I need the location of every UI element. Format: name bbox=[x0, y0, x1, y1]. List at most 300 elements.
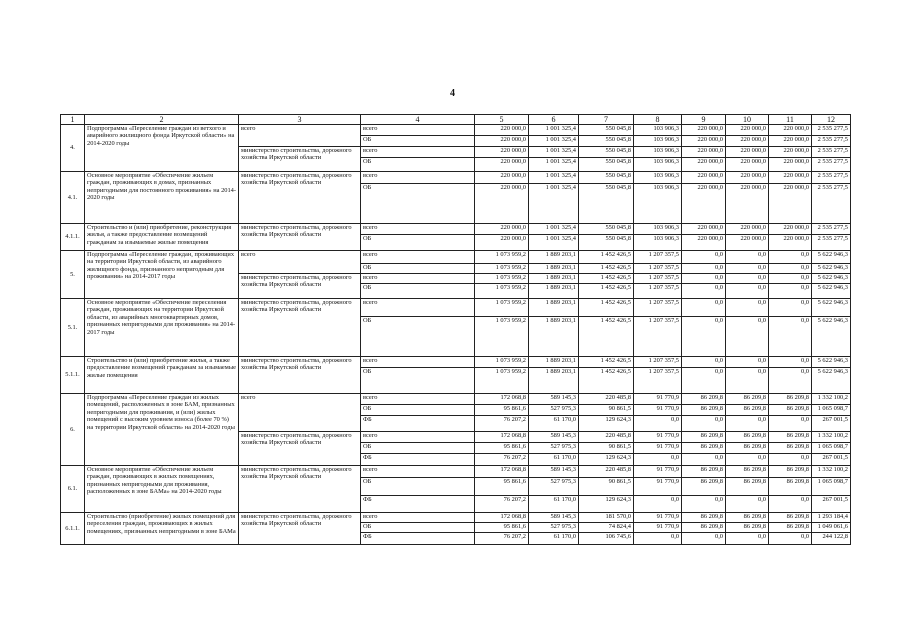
amount-cell: 220 000,0 bbox=[726, 147, 769, 158]
amount-cell: 0,0 bbox=[726, 317, 769, 357]
amount-cell: 91 770,9 bbox=[634, 432, 682, 443]
program-name: Основное мероприятие «Обеспечение жильем граждан, проживающих в домах, признанных непригодными для постоянного проживания» на 2014-2020 годы bbox=[85, 172, 239, 224]
table-row bbox=[61, 513, 851, 523]
amount-cell: 220 000,0 bbox=[769, 136, 812, 147]
row-number: 5.1. bbox=[61, 299, 85, 357]
amount-cell: 103 906,3 bbox=[634, 172, 682, 184]
amount-cell: 5 622 946,3 bbox=[812, 251, 851, 264]
amount-cell: 0,0 bbox=[726, 284, 769, 299]
amount-cell: 1 065 098,7 bbox=[812, 405, 851, 416]
amount-cell: 527 975,3 bbox=[529, 523, 579, 533]
amount-cell: 5 622 946,3 bbox=[812, 299, 851, 317]
amount-cell: 86 209,8 bbox=[769, 394, 812, 405]
funding-source: ОБ bbox=[361, 478, 475, 496]
amount-cell: 103 906,3 bbox=[634, 125, 682, 136]
column-header: 12 bbox=[812, 115, 851, 125]
amount-cell: 5 622 946,3 bbox=[812, 368, 851, 394]
amount-cell: 1 452 426,5 bbox=[579, 368, 634, 394]
amount-cell: 61 170,0 bbox=[529, 416, 579, 432]
amount-cell: 220 000,0 bbox=[475, 235, 529, 251]
amount-cell: 86 209,8 bbox=[769, 513, 812, 523]
budget-table bbox=[60, 114, 851, 545]
amount-cell: 1 889 203,1 bbox=[529, 368, 579, 394]
amount-cell: 86 209,8 bbox=[726, 466, 769, 478]
amount-cell: 527 975,3 bbox=[529, 478, 579, 496]
amount-cell: 1 332 100,2 bbox=[812, 394, 851, 405]
column-header: 7 bbox=[579, 115, 634, 125]
amount-cell: 589 145,3 bbox=[529, 394, 579, 405]
amount-cell: 172 068,8 bbox=[475, 466, 529, 478]
funding-source: ФБ bbox=[361, 533, 475, 545]
amount-cell: 95 861,6 bbox=[475, 405, 529, 416]
table-row bbox=[61, 394, 851, 405]
program-name: Строительство (приобретение) жилых помещений для переселения граждан, проживающих в жилых помещениях, признанных непригодными в зоне БАМа bbox=[85, 513, 239, 545]
amount-cell: 1 073 959,2 bbox=[475, 251, 529, 264]
funding-source: всего bbox=[361, 147, 475, 158]
amount-cell: 267 001,5 bbox=[812, 416, 851, 432]
amount-cell: 2 535 277,5 bbox=[812, 136, 851, 147]
amount-cell: 86 209,8 bbox=[726, 513, 769, 523]
row-number: 5.1.1. bbox=[61, 357, 85, 394]
amount-cell: 0,0 bbox=[682, 496, 726, 513]
amount-cell: 527 975,3 bbox=[529, 405, 579, 416]
amount-cell: 1 332 100,2 bbox=[812, 466, 851, 478]
amount-cell: 1 332 100,2 bbox=[812, 432, 851, 443]
funding-source: ФБ bbox=[361, 416, 475, 432]
row-number: 4. bbox=[61, 125, 85, 172]
amount-cell: 1 207 357,5 bbox=[634, 357, 682, 368]
table-row bbox=[61, 466, 851, 478]
amount-cell: 91 770,9 bbox=[634, 466, 682, 478]
amount-cell: 1 073 959,2 bbox=[475, 357, 529, 368]
amount-cell: 550 045,8 bbox=[579, 172, 634, 184]
header-row bbox=[61, 115, 851, 125]
program-name: Подпрограмма «Переселение граждан из жилых помещений, расположенных в зоне БАМ, признанных непригодными для проживания, и (или) жилых помещений с высоким уровнем износа (более 70 %) на территории Иркутской области» на 2014-2020 годы bbox=[85, 394, 239, 466]
executor-cell: всего bbox=[239, 251, 361, 274]
amount-cell: 0,0 bbox=[726, 357, 769, 368]
amount-cell: 220 485,8 bbox=[579, 432, 634, 443]
amount-cell: 86 209,8 bbox=[682, 405, 726, 416]
amount-cell: 589 145,3 bbox=[529, 432, 579, 443]
amount-cell: 1 452 426,5 bbox=[579, 357, 634, 368]
amount-cell: 1 001 325,4 bbox=[529, 224, 579, 235]
amount-cell: 91 770,9 bbox=[634, 523, 682, 533]
amount-cell: 0,0 bbox=[682, 299, 726, 317]
amount-cell: 90 861,5 bbox=[579, 478, 634, 496]
program-name: Основное мероприятие «Обеспечение переселения граждан, проживающих на территории Иркутской области, из аварийных многоквартирных домов, признанных непригодными для проживания» на 2014-2017 годы bbox=[85, 299, 239, 357]
executor-cell: всего bbox=[239, 125, 361, 147]
amount-cell: 86 209,8 bbox=[682, 394, 726, 405]
amount-cell: 172 068,8 bbox=[475, 394, 529, 405]
amount-cell: 95 861,6 bbox=[475, 478, 529, 496]
amount-cell: 1 889 203,1 bbox=[529, 284, 579, 299]
amount-cell: 1 073 959,2 bbox=[475, 274, 529, 284]
amount-cell: 1 073 959,2 bbox=[475, 264, 529, 274]
amount-cell: 0,0 bbox=[769, 284, 812, 299]
table-row bbox=[61, 357, 851, 368]
amount-cell: 220 000,0 bbox=[475, 158, 529, 172]
amount-cell: 220 000,0 bbox=[682, 158, 726, 172]
amount-cell: 129 624,3 bbox=[579, 496, 634, 513]
program-name: Подпрограмма «Переселение граждан, проживающих на территории Иркутской области, из аварийного жилищного фонда, признанного непригодным для проживания» на 2014-2017 годы bbox=[85, 251, 239, 299]
table-row bbox=[61, 125, 851, 136]
amount-cell: 61 170,0 bbox=[529, 533, 579, 545]
funding-source: всего bbox=[361, 394, 475, 405]
funding-source: всего bbox=[361, 513, 475, 523]
column-header: 6 bbox=[529, 115, 579, 125]
amount-cell: 1 207 357,5 bbox=[634, 299, 682, 317]
column-header: 3 bbox=[239, 115, 361, 125]
amount-cell: 1 073 959,2 bbox=[475, 317, 529, 357]
funding-source: всего bbox=[361, 357, 475, 368]
amount-cell: 244 122,8 bbox=[812, 533, 851, 545]
amount-cell: 589 145,3 bbox=[529, 466, 579, 478]
amount-cell: 86 209,8 bbox=[769, 432, 812, 443]
amount-cell: 91 770,9 bbox=[634, 394, 682, 405]
amount-cell: 2 535 277,5 bbox=[812, 235, 851, 251]
amount-cell: 550 045,8 bbox=[579, 125, 634, 136]
amount-cell: 220 000,0 bbox=[769, 147, 812, 158]
amount-cell: 0,0 bbox=[634, 416, 682, 432]
amount-cell: 550 045,8 bbox=[579, 147, 634, 158]
funding-source: ОБ bbox=[361, 264, 475, 274]
amount-cell: 86 209,8 bbox=[769, 523, 812, 533]
executor-cell: министерство строительства, дорожного хозяйства Иркутской области bbox=[239, 513, 361, 545]
funding-source: ОБ bbox=[361, 284, 475, 299]
amount-cell: 0,0 bbox=[682, 317, 726, 357]
amount-cell: 86 209,8 bbox=[726, 394, 769, 405]
amount-cell: 76 207,2 bbox=[475, 533, 529, 545]
table-row bbox=[61, 224, 851, 235]
amount-cell: 1 889 203,1 bbox=[529, 357, 579, 368]
amount-cell: 91 770,9 bbox=[634, 478, 682, 496]
program-name: Строительство и (или) приобретение, реконструкция жилья, а также предоставление возмещений гражданам за изымаемые жилые помещения bbox=[85, 224, 239, 251]
funding-source: ОБ bbox=[361, 184, 475, 224]
executor-cell: всего bbox=[239, 394, 361, 432]
amount-cell: 86 209,8 bbox=[726, 478, 769, 496]
amount-cell: 0,0 bbox=[769, 274, 812, 284]
amount-cell: 220 000,0 bbox=[682, 224, 726, 235]
amount-cell: 1 073 959,2 bbox=[475, 368, 529, 394]
amount-cell: 86 209,8 bbox=[769, 405, 812, 416]
row-number: 5. bbox=[61, 251, 85, 299]
table-body bbox=[61, 125, 851, 545]
amount-cell: 1 001 325,4 bbox=[529, 125, 579, 136]
amount-cell: 91 770,9 bbox=[634, 443, 682, 454]
amount-cell: 86 209,8 bbox=[682, 443, 726, 454]
amount-cell: 1 889 203,1 bbox=[529, 251, 579, 264]
amount-cell: 86 209,8 bbox=[769, 466, 812, 478]
amount-cell: 220 000,0 bbox=[769, 125, 812, 136]
amount-cell: 86 209,8 bbox=[682, 478, 726, 496]
amount-cell: 2 535 277,5 bbox=[812, 158, 851, 172]
funding-source: ОБ bbox=[361, 317, 475, 357]
amount-cell: 1 073 959,2 bbox=[475, 299, 529, 317]
funding-source: всего bbox=[361, 172, 475, 184]
row-number: 6. bbox=[61, 394, 85, 466]
program-name: Подпрограмма «Переселение граждан из ветхого и аварийного жилищного фонда Иркутской области» на 2014-2020 годы bbox=[85, 125, 239, 172]
amount-cell: 220 000,0 bbox=[769, 235, 812, 251]
funding-source: ОБ bbox=[361, 405, 475, 416]
amount-cell: 86 209,8 bbox=[769, 478, 812, 496]
amount-cell: 1 207 357,5 bbox=[634, 264, 682, 274]
amount-cell: 550 045,8 bbox=[579, 224, 634, 235]
amount-cell: 220 000,0 bbox=[726, 224, 769, 235]
amount-cell: 1 207 357,5 bbox=[634, 284, 682, 299]
column-header: 4 bbox=[361, 115, 475, 125]
row-number: 6.1. bbox=[61, 466, 85, 513]
amount-cell: 550 045,8 bbox=[579, 184, 634, 224]
amount-cell: 550 045,8 bbox=[579, 158, 634, 172]
funding-source: всего bbox=[361, 274, 475, 284]
amount-cell: 267 001,5 bbox=[812, 496, 851, 513]
amount-cell: 95 861,6 bbox=[475, 443, 529, 454]
table-row bbox=[61, 172, 851, 184]
amount-cell: 0,0 bbox=[682, 454, 726, 466]
amount-cell: 0,0 bbox=[769, 317, 812, 357]
amount-cell: 0,0 bbox=[726, 299, 769, 317]
page-number: 4 bbox=[450, 88, 455, 99]
amount-cell: 5 622 946,3 bbox=[812, 284, 851, 299]
amount-cell: 86 209,8 bbox=[726, 432, 769, 443]
amount-cell: 220 000,0 bbox=[769, 158, 812, 172]
amount-cell: 220 000,0 bbox=[475, 184, 529, 224]
amount-cell: 0,0 bbox=[726, 416, 769, 432]
amount-cell: 90 861,5 bbox=[579, 405, 634, 416]
amount-cell: 220 000,0 bbox=[682, 147, 726, 158]
table-row bbox=[61, 251, 851, 264]
executor-cell: министерство строительства, дорожного хозяйства Иркутской области bbox=[239, 357, 361, 394]
amount-cell: 1 001 325,4 bbox=[529, 158, 579, 172]
amount-cell: 1 049 061,6 bbox=[812, 523, 851, 533]
table-header bbox=[61, 115, 851, 125]
amount-cell: 1 207 357,5 bbox=[634, 317, 682, 357]
amount-cell: 0,0 bbox=[726, 533, 769, 545]
amount-cell: 1 065 098,7 bbox=[812, 478, 851, 496]
table-row bbox=[61, 299, 851, 317]
executor-cell: министерство строительства, дорожного хозяйства Иркутской области bbox=[239, 172, 361, 224]
amount-cell: 0,0 bbox=[726, 251, 769, 264]
amount-cell: 0,0 bbox=[682, 416, 726, 432]
amount-cell: 1 001 325,4 bbox=[529, 136, 579, 147]
amount-cell: 2 535 277,5 bbox=[812, 147, 851, 158]
amount-cell: 90 861,5 bbox=[579, 443, 634, 454]
amount-cell: 74 824,4 bbox=[579, 523, 634, 533]
amount-cell: 0,0 bbox=[769, 368, 812, 394]
amount-cell: 103 906,3 bbox=[634, 184, 682, 224]
amount-cell: 0,0 bbox=[726, 264, 769, 274]
amount-cell: 220 000,0 bbox=[726, 184, 769, 224]
executor-cell: министерство строительства, дорожного хозяйства Иркутской области bbox=[239, 299, 361, 357]
amount-cell: 1 207 357,5 bbox=[634, 251, 682, 264]
amount-cell: 1 889 203,1 bbox=[529, 299, 579, 317]
funding-source: ФБ bbox=[361, 496, 475, 513]
funding-source: всего bbox=[361, 466, 475, 478]
program-name: Основное мероприятие «Обеспечение жильем граждан, проживающих в жилых помещениях, признанных непригодными для проживания, расположенных в зоне БАМа» на 2014-2020 годы bbox=[85, 466, 239, 513]
amount-cell: 91 770,9 bbox=[634, 513, 682, 523]
amount-cell: 550 045,8 bbox=[579, 235, 634, 251]
amount-cell: 86 209,8 bbox=[682, 523, 726, 533]
amount-cell: 1 889 203,1 bbox=[529, 264, 579, 274]
amount-cell: 86 209,8 bbox=[726, 405, 769, 416]
column-header: 1 bbox=[61, 115, 85, 125]
amount-cell: 86 209,8 bbox=[726, 443, 769, 454]
amount-cell: 86 209,8 bbox=[682, 432, 726, 443]
amount-cell: 0,0 bbox=[682, 368, 726, 394]
amount-cell: 0,0 bbox=[682, 274, 726, 284]
amount-cell: 181 570,0 bbox=[579, 513, 634, 523]
amount-cell: 220 000,0 bbox=[682, 235, 726, 251]
amount-cell: 527 975,3 bbox=[529, 443, 579, 454]
amount-cell: 91 770,9 bbox=[634, 405, 682, 416]
funding-source: всего bbox=[361, 299, 475, 317]
amount-cell: 0,0 bbox=[726, 454, 769, 466]
amount-cell: 0,0 bbox=[726, 368, 769, 394]
amount-cell: 220 000,0 bbox=[726, 125, 769, 136]
amount-cell: 550 045,8 bbox=[579, 136, 634, 147]
amount-cell: 0,0 bbox=[769, 416, 812, 432]
amount-cell: 0,0 bbox=[634, 496, 682, 513]
program-name: Строительство и (или) приобретение жилья, а также предоставление возмещений гражданам за изымаемые жилые помещения bbox=[85, 357, 239, 394]
column-header: 8 bbox=[634, 115, 682, 125]
row-number: 4.1.1. bbox=[61, 224, 85, 251]
amount-cell: 220 000,0 bbox=[475, 224, 529, 235]
amount-cell: 2 535 277,5 bbox=[812, 172, 851, 184]
amount-cell: 1 452 426,5 bbox=[579, 284, 634, 299]
amount-cell: 61 170,0 bbox=[529, 454, 579, 466]
amount-cell: 1 207 357,5 bbox=[634, 274, 682, 284]
funding-source: ОБ bbox=[361, 523, 475, 533]
amount-cell: 0,0 bbox=[769, 454, 812, 466]
amount-cell: 220 000,0 bbox=[726, 235, 769, 251]
amount-cell: 220 000,0 bbox=[769, 224, 812, 235]
amount-cell: 0,0 bbox=[682, 284, 726, 299]
amount-cell: 86 209,8 bbox=[769, 443, 812, 454]
amount-cell: 0,0 bbox=[682, 533, 726, 545]
column-header: 10 bbox=[726, 115, 769, 125]
executor-cell: министерство строительства, дорожного хозяйства Иркутской области bbox=[239, 274, 361, 299]
amount-cell: 76 207,2 bbox=[475, 454, 529, 466]
amount-cell: 1 452 426,5 bbox=[579, 274, 634, 284]
amount-cell: 0,0 bbox=[769, 357, 812, 368]
amount-cell: 86 209,8 bbox=[682, 513, 726, 523]
amount-cell: 0,0 bbox=[682, 264, 726, 274]
executor-cell: министерство строительства, дорожного хозяйства Иркутской области bbox=[239, 466, 361, 513]
amount-cell: 172 068,8 bbox=[475, 432, 529, 443]
funding-source: всего bbox=[361, 224, 475, 235]
funding-source: ОБ bbox=[361, 368, 475, 394]
amount-cell: 220 485,8 bbox=[579, 466, 634, 478]
amount-cell: 1 452 426,5 bbox=[579, 251, 634, 264]
amount-cell: 220 000,0 bbox=[475, 172, 529, 184]
amount-cell: 2 535 277,5 bbox=[812, 224, 851, 235]
funding-source: всего bbox=[361, 125, 475, 136]
executor-cell: министерство строительства, дорожного хозяйства Иркутской области bbox=[239, 147, 361, 172]
amount-cell: 1 889 203,1 bbox=[529, 317, 579, 357]
amount-cell: 1 001 325,4 bbox=[529, 172, 579, 184]
amount-cell: 1 065 098,7 bbox=[812, 443, 851, 454]
amount-cell: 0,0 bbox=[769, 264, 812, 274]
amount-cell: 103 906,3 bbox=[634, 136, 682, 147]
funding-source: ФБ bbox=[361, 454, 475, 466]
amount-cell: 0,0 bbox=[634, 533, 682, 545]
amount-cell: 95 861,6 bbox=[475, 523, 529, 533]
funding-source: ОБ bbox=[361, 136, 475, 147]
amount-cell: 220 000,0 bbox=[475, 136, 529, 147]
amount-cell: 2 535 277,5 bbox=[812, 125, 851, 136]
amount-cell: 103 906,3 bbox=[634, 158, 682, 172]
column-header: 5 bbox=[475, 115, 529, 125]
column-header: 11 bbox=[769, 115, 812, 125]
amount-cell: 76 207,2 bbox=[475, 416, 529, 432]
amount-cell: 129 624,3 bbox=[579, 454, 634, 466]
amount-cell: 220 485,8 bbox=[579, 394, 634, 405]
amount-cell: 0,0 bbox=[726, 274, 769, 284]
amount-cell: 86 209,8 bbox=[726, 523, 769, 533]
amount-cell: 0,0 bbox=[769, 251, 812, 264]
amount-cell: 0,0 bbox=[682, 357, 726, 368]
amount-cell: 1 452 426,5 bbox=[579, 299, 634, 317]
amount-cell: 1 293 184,4 bbox=[812, 513, 851, 523]
amount-cell: 103 906,3 bbox=[634, 224, 682, 235]
executor-cell: министерство строительства, дорожного хозяйства Иркутской области bbox=[239, 432, 361, 466]
funding-source: ОБ bbox=[361, 158, 475, 172]
amount-cell: 5 622 946,3 bbox=[812, 274, 851, 284]
amount-cell: 5 622 946,3 bbox=[812, 357, 851, 368]
amount-cell: 1 001 325,4 bbox=[529, 184, 579, 224]
amount-cell: 220 000,0 bbox=[682, 184, 726, 224]
amount-cell: 0,0 bbox=[682, 251, 726, 264]
amount-cell: 106 745,6 bbox=[579, 533, 634, 545]
amount-cell: 1 001 325,4 bbox=[529, 147, 579, 158]
amount-cell: 172 068,8 bbox=[475, 513, 529, 523]
amount-cell: 0,0 bbox=[634, 454, 682, 466]
amount-cell: 1 452 426,5 bbox=[579, 264, 634, 274]
amount-cell: 61 170,0 bbox=[529, 496, 579, 513]
amount-cell: 0,0 bbox=[726, 496, 769, 513]
amount-cell: 220 000,0 bbox=[726, 136, 769, 147]
amount-cell: 220 000,0 bbox=[726, 158, 769, 172]
amount-cell: 220 000,0 bbox=[769, 172, 812, 184]
amount-cell: 220 000,0 bbox=[475, 125, 529, 136]
amount-cell: 5 622 946,3 bbox=[812, 264, 851, 274]
amount-cell: 220 000,0 bbox=[682, 172, 726, 184]
amount-cell: 1 452 426,5 bbox=[579, 317, 634, 357]
column-header: 9 bbox=[682, 115, 726, 125]
amount-cell: 220 000,0 bbox=[682, 125, 726, 136]
amount-cell: 1 207 357,5 bbox=[634, 368, 682, 394]
amount-cell: 103 906,3 bbox=[634, 235, 682, 251]
amount-cell: 129 624,3 bbox=[579, 416, 634, 432]
row-number: 4.1. bbox=[61, 172, 85, 224]
funding-source: всего bbox=[361, 432, 475, 443]
amount-cell: 0,0 bbox=[769, 533, 812, 545]
funding-source: всего bbox=[361, 251, 475, 264]
amount-cell: 220 000,0 bbox=[769, 184, 812, 224]
executor-cell: министерство строительства, дорожного хозяйства Иркутской области bbox=[239, 224, 361, 251]
funding-source: ОБ bbox=[361, 443, 475, 454]
amount-cell: 76 207,2 bbox=[475, 496, 529, 513]
amount-cell: 1 889 203,1 bbox=[529, 274, 579, 284]
amount-cell: 5 622 946,3 bbox=[812, 317, 851, 357]
amount-cell: 267 001,5 bbox=[812, 454, 851, 466]
amount-cell: 0,0 bbox=[769, 496, 812, 513]
row-number: 6.1.1. bbox=[61, 513, 85, 545]
column-header: 2 bbox=[85, 115, 239, 125]
amount-cell: 220 000,0 bbox=[682, 136, 726, 147]
amount-cell: 0,0 bbox=[769, 299, 812, 317]
amount-cell: 220 000,0 bbox=[475, 147, 529, 158]
